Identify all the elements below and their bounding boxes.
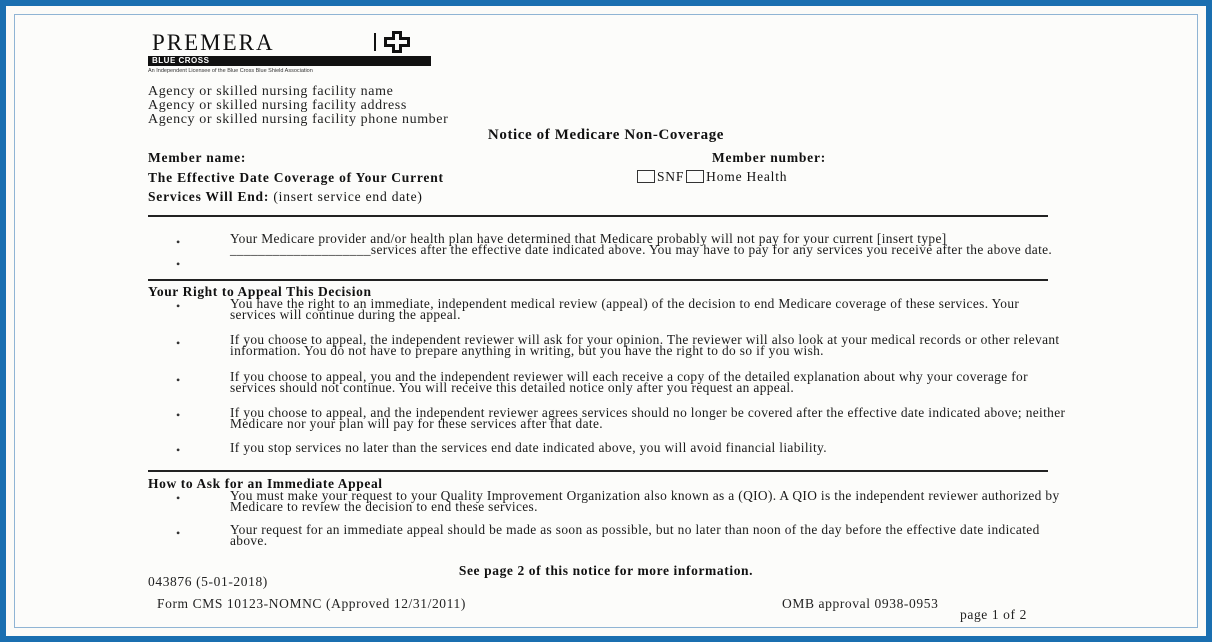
appeal-item: If you choose to appeal, and the independent reviewer agrees services should no longer be covered after the effective date indicated above; neither Medicare nor your plan will pay for these services after that date. <box>230 405 1066 432</box>
appeal-right-heading: Your Right to Appeal This Decision <box>148 284 372 299</box>
appeal-item: You have the right to an immediate, independent medical review (appeal) of the decision to end Medicare coverage of these services. Your services will continue during the appeal. <box>230 296 1020 323</box>
facility-address: Agency or skilled nursing facility address <box>148 98 407 113</box>
bullet: • <box>176 235 181 249</box>
services-end-label: Services Will End: <box>148 189 270 204</box>
service-type-options <box>637 169 787 185</box>
see-page-note: See page 2 of this notice for more information. <box>458 563 754 578</box>
document-id: 043876 (5-01-2018) <box>148 574 268 589</box>
appeal-item: If you choose to appeal, the independent reviewer will ask for your opinion. The reviewer will also look at your medical records or other relevant information. You do not have to prepare anything in writing, but you have the right to do so if you wish. <box>230 332 1060 359</box>
omb-approval: OMB approval 0938-0953 <box>782 596 939 611</box>
logo-band-text: BLUE CROSS <box>152 56 210 65</box>
bullet: • <box>176 336 181 350</box>
page-number: page 1 of 2 <box>960 607 1027 622</box>
member-number-label: Member number: <box>712 150 827 165</box>
bullet: • <box>176 443 181 457</box>
how-to-item: You must make your request to your Quality Improvement Organization also known as a (QIO). A QIO is the independent reviewer authorized by Medicare to review the decision to end these services. <box>230 488 1060 515</box>
form-number: Form CMS 10123-NOMNC (Approved 12/31/2011) <box>157 596 466 611</box>
logo-divider <box>374 33 376 51</box>
bullet: • <box>176 373 181 387</box>
snf-checkbox[interactable] <box>637 170 655 183</box>
snf-label: SNF <box>657 169 685 184</box>
bullet: • <box>176 299 181 313</box>
effective-date-label: The Effective Date Coverage of Your Current <box>148 170 444 185</box>
how-to-item: Your request for an immediate appeal should be made as soon as possible, but no later than noon of the day before the effective date indicated above. <box>230 522 1040 549</box>
bullet: • <box>176 491 181 505</box>
bullet: • <box>176 257 181 271</box>
facility-name: Agency or skilled nursing facility name <box>148 84 394 99</box>
appeal-item: If you stop services no later than the services end date indicated above, you will avoid financial liability. <box>230 440 827 455</box>
divider-3 <box>148 470 1048 472</box>
member-name-label: Member name: <box>148 150 247 165</box>
blue-cross-icon <box>384 31 410 53</box>
divider-2 <box>148 279 1048 281</box>
services-end-placeholder: (insert service end date) <box>273 189 423 204</box>
divider-1 <box>148 215 1048 217</box>
bullet: • <box>176 408 181 422</box>
appeal-item: If you choose to appeal, you and the independent reviewer will each receive a copy of the detailed explanation about why your coverage for services should not continue. You will receive this detailed notice only after you request an appeal. <box>230 369 1028 396</box>
home-health-label: Home Health <box>706 169 788 184</box>
premera-wordmark: PREMERA <box>152 30 275 55</box>
facility-phone: Agency or skilled nursing facility phone number <box>148 112 449 127</box>
how-to-heading: How to Ask for an Immediate Appeal <box>148 476 383 491</box>
services-end-line <box>148 189 423 205</box>
home-health-checkbox[interactable] <box>686 170 704 183</box>
notice-title: Notice of Medicare Non-Coverage <box>487 127 725 143</box>
intro-paragraph: Your Medicare provider and/or health plan have determined that Medicare probably will not pay for your current [insert type] ____________________services after the effective date indicated above. You may have to pay for any services you receive after the above date. <box>230 231 1053 258</box>
bullet: • <box>176 526 181 540</box>
logo-tagline: An Independent Licensee of the Blue Cross Blue Shield Association <box>148 68 313 74</box>
